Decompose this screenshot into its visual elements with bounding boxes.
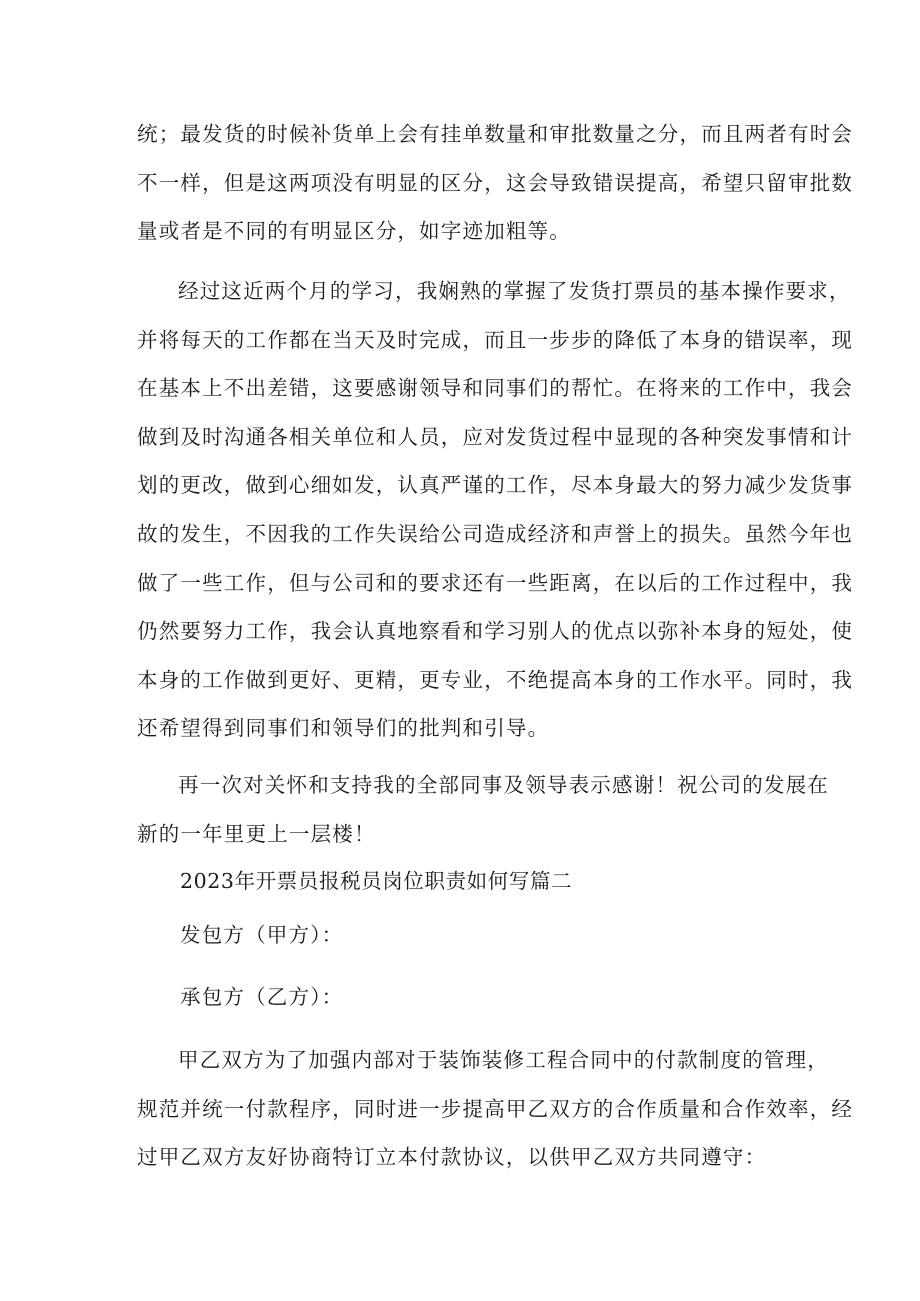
paragraph-agreement-intro	[137, 1036, 854, 1182]
text-line: 在基本上不出差错，这要感谢领导和同事们的帮忙。在将来的工作中，我会	[137, 376, 854, 401]
text-line: 还希望得到同事们和领导们的批判和引导。	[137, 716, 550, 741]
text-line: 本身的工作做到更好、更精，更专业，不绝提高本身的工作水平。同时，我	[137, 667, 854, 692]
text-line: 甲乙双方为了加强内部对于装饰装修工程合同中的付款制度的管理，	[178, 1048, 829, 1072]
section-heading: 2023年开票员报税员岗位职责如何写篇二	[180, 869, 573, 893]
text-line: 经过这近两个月的学习，我娴熟的掌握了发货打票员的基本操作要求，	[178, 279, 851, 303]
text-line: 不一样，但是这两项没有明显的区分，这会导致错误提高，希望只留审批数	[137, 170, 854, 195]
text-line: 做了一些工作，但与公司和的要求还有一些距离，在以后的工作过程中，我	[137, 570, 854, 595]
text-line: 再一次对关怀和支持我的全部同事及领导表示感谢！祝公司的发展在	[178, 773, 829, 797]
text-line: 划的更改，做到心细如发，认真严谨的工作，尽本身最大的努力减少发货事	[137, 473, 854, 498]
party-a-label: 发包方（甲方）：	[180, 923, 344, 947]
paragraph-continuation	[137, 110, 854, 256]
text-line: 量或者是不同的有明显区分，如字迹加粗等。	[137, 219, 571, 244]
text-line: 新的一年里更上一层楼！	[137, 821, 376, 846]
paragraph-thanks	[137, 761, 829, 858]
text-line: 仍然要努力工作，我会认真地察看和学习别人的优点以弥补本身的短处，使	[137, 619, 854, 644]
paragraph-study-summary	[137, 267, 854, 753]
text-line: 规范并统一付款程序，同时进一步提高甲乙双方的合作质量和合作效率，经	[137, 1096, 854, 1121]
text-line: 统；最发货的时候补货单上会有挂单数量和审批数量之分，而且两者有时会	[137, 122, 854, 146]
text-line: 故的发生，不因我的工作失误给公司造成经济和声誉上的损失。虽然今年也	[137, 521, 854, 546]
text-line: 并将每天的工作都在当天及时完成，而且一步步的降低了本身的错误率，现	[137, 327, 854, 352]
party-b-label: 承包方（乙方）：	[180, 985, 344, 1009]
text-line: 做到及时沟通各相关单位和人员，应对发货过程中显现的各种突发事情和计	[137, 424, 854, 449]
text-line: 过甲乙双方友好协商特订立本付款协议，以供甲乙双方共同遵守：	[137, 1145, 767, 1170]
